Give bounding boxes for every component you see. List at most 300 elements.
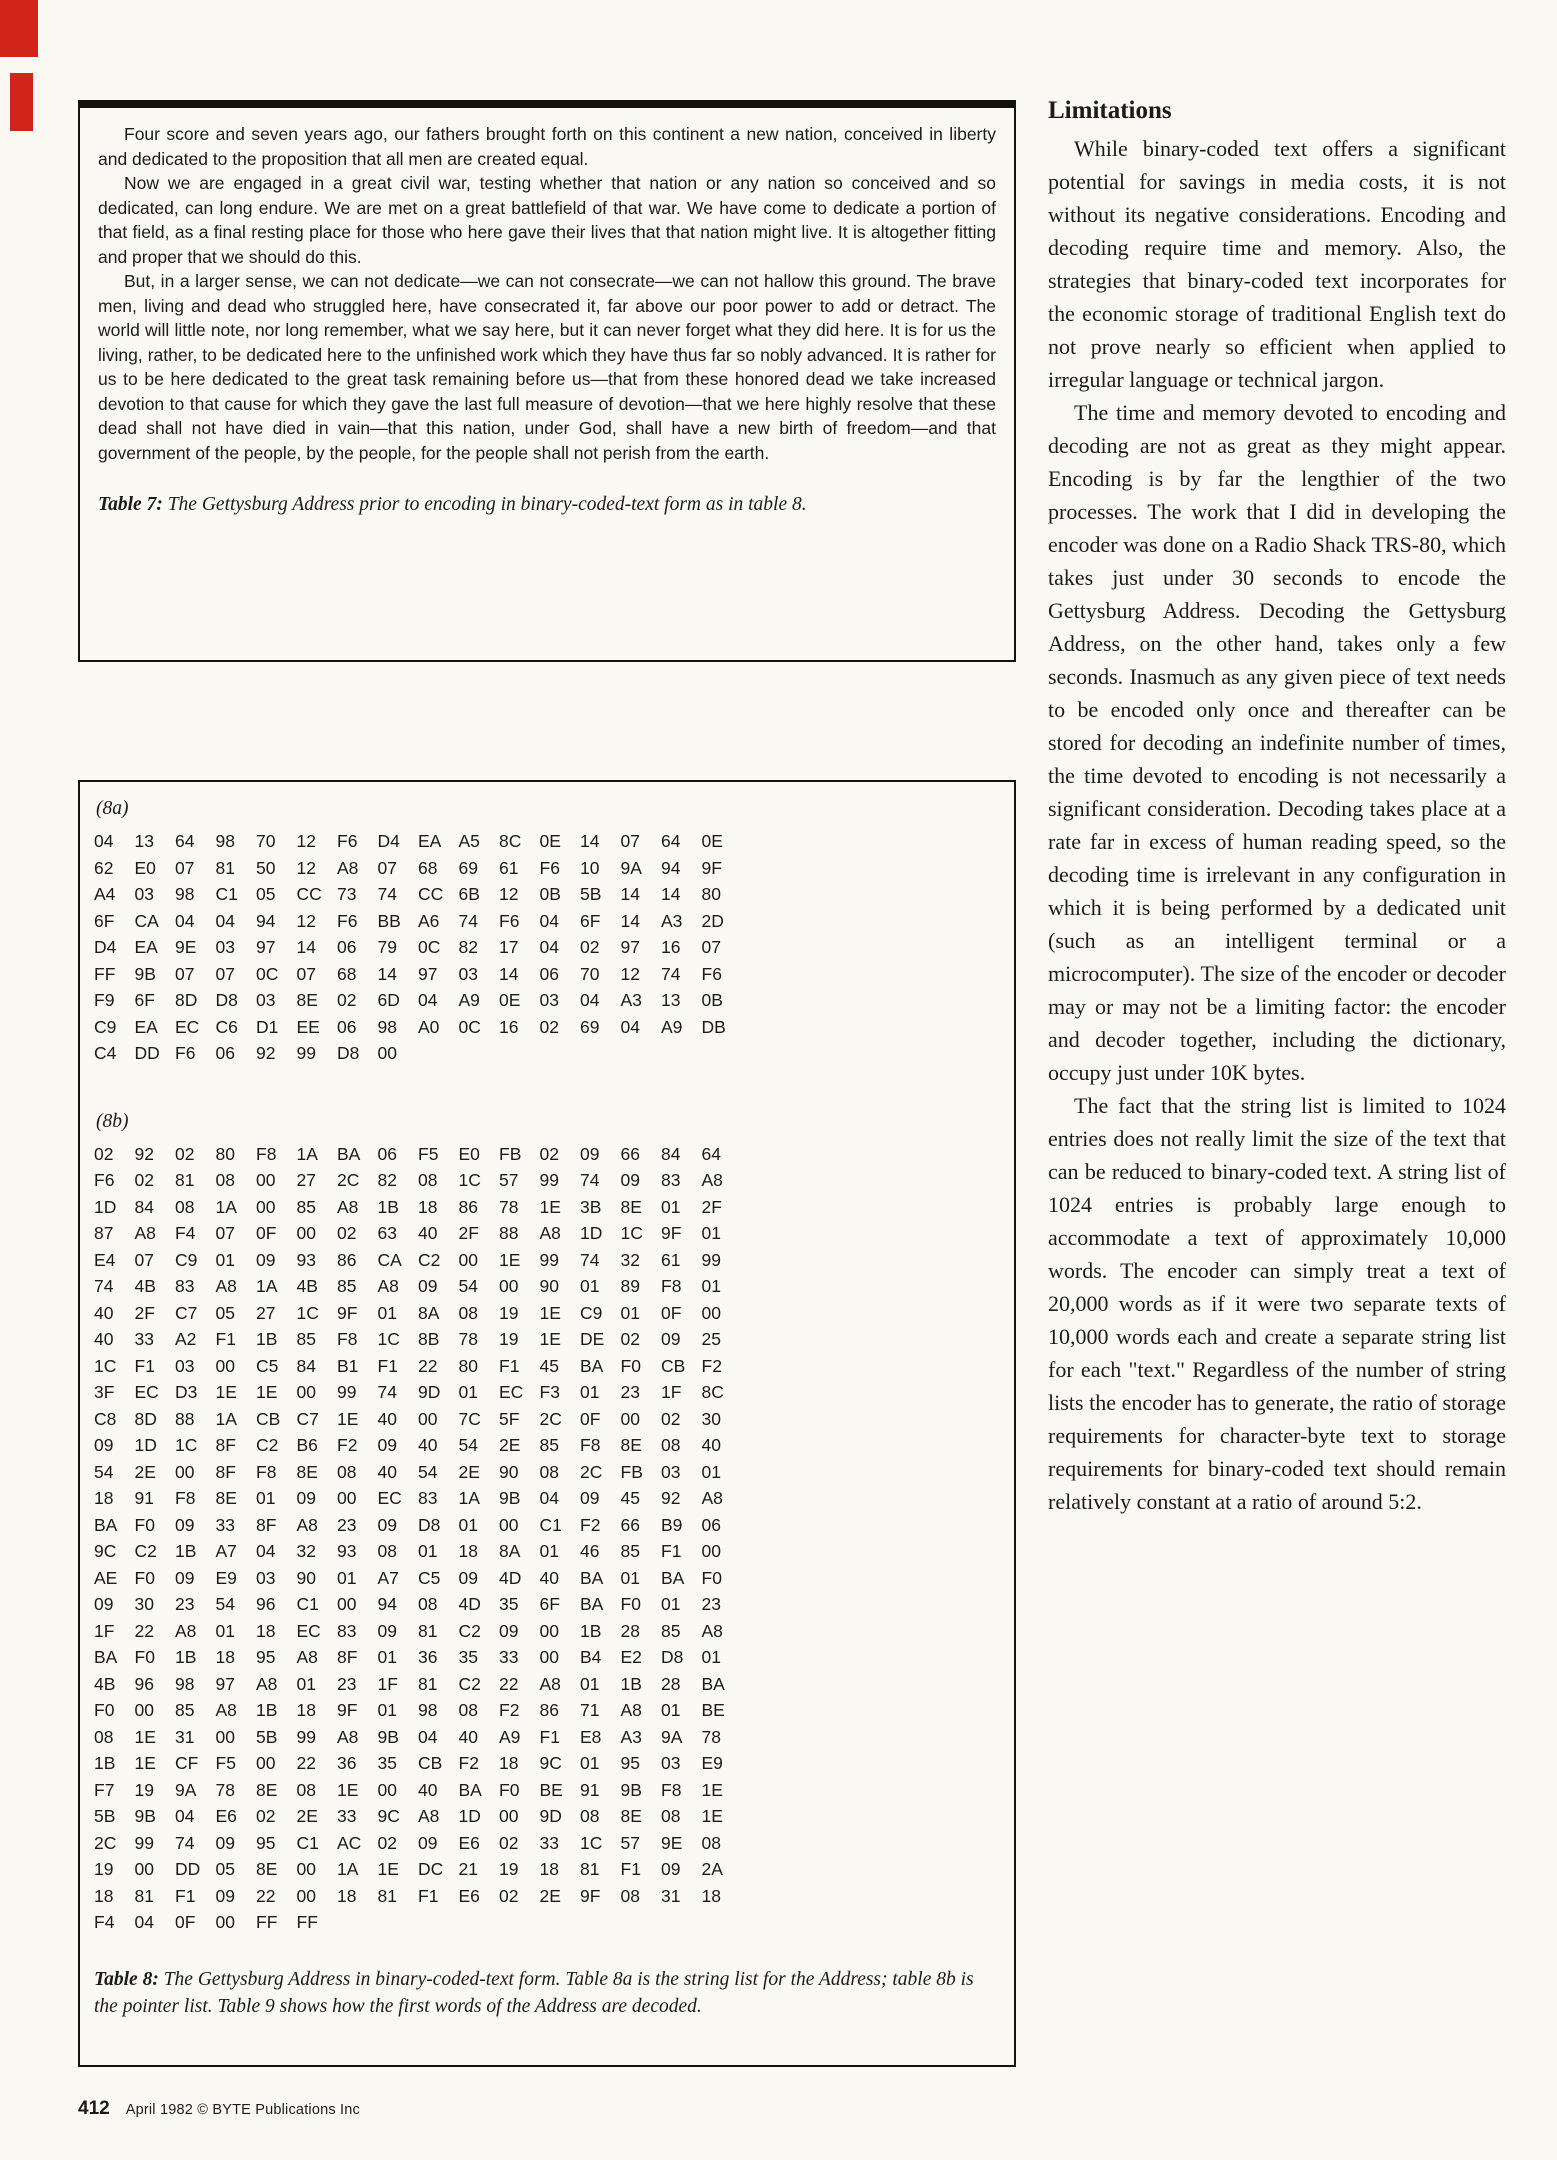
hex-byte: 1B (256, 1329, 278, 1349)
hex-byte: 0B (701, 990, 723, 1010)
hex-byte: 1B (175, 1647, 197, 1667)
hex-byte: 02 (134, 1170, 154, 1190)
hex-byte: 1B (377, 1196, 399, 1217)
hex-byte: 01 (458, 1382, 478, 1402)
hex-byte: 5F (499, 1408, 520, 1429)
hex-byte: A8 (175, 1620, 197, 1641)
hex-byte: 8E (296, 1461, 318, 1482)
hex-byte: 25 (701, 1329, 721, 1349)
hex-byte: 8D (134, 1408, 157, 1429)
hex-byte: 08 (296, 1779, 316, 1800)
hex-byte: 09 (94, 1435, 114, 1455)
hex-byte: 54 (458, 1435, 478, 1455)
hex-byte: 74 (175, 1832, 195, 1853)
hex-byte: 9B (499, 1488, 521, 1508)
table8a-hex-grid (94, 828, 996, 1067)
hex-byte: EA (418, 831, 442, 851)
hex-byte: 18 (458, 1541, 478, 1561)
hex-byte: D4 (377, 831, 400, 851)
hex-byte: 09 (296, 1488, 316, 1508)
hex-byte: 1A (458, 1488, 480, 1508)
hex-byte: 90 (499, 1461, 519, 1482)
hex-byte: 4B (94, 1673, 116, 1694)
hex-byte: 40 (539, 1567, 559, 1588)
hex-byte: 98 (175, 884, 195, 904)
hex-byte: F8 (256, 1143, 277, 1164)
hex-byte: BB (377, 910, 401, 931)
hex-byte: F0 (620, 1594, 641, 1614)
hex-byte: 74 (580, 1170, 600, 1190)
hex-byte: 9F (337, 1302, 358, 1323)
hex-byte: 23 (337, 1514, 357, 1535)
hex-byte: 4D (458, 1594, 481, 1614)
hex-byte: 97 (418, 963, 438, 984)
hex-byte: 18 (539, 1859, 559, 1879)
hex-byte: 9A (175, 1779, 197, 1800)
hex-byte: DD (175, 1859, 201, 1879)
hex-byte: 46 (580, 1541, 600, 1561)
hex-byte: 07 (134, 1249, 154, 1270)
paragraph: The time and memory devoted to encoding and decoding are not as great as they might appear. Encoding is by far the lengthier of the two processes. The work that I did in developing the encoder was done on a Radio Shack TRS-80, which takes just under 30 seconds to encode the Gettysburg Address. Decoding the Gettysburg Address, on the other hand, takes only a few seconds. Inasmuch as any given piece of text needs to be encoded only once and thereafter can be stored for decoding an indefinite number of times, the time devoted to encoding is not necessarily a significant consideration. Decoding takes place at a rate far in excess of human reading speed, so the decoding time is irrelevant in any configuration in which it is being performed by a dedicated unit (such as an intelligent terminal or a microcomputer). The size of the encoder or decoder may or may not be a limiting factor: the encoder and decoder together, including the dictionary, occupy just under 10K bytes. (1048, 400, 1506, 1085)
hex-byte: 8E (256, 1859, 278, 1879)
hex-byte: 1C (94, 1355, 117, 1376)
hex-byte: 02 (499, 1832, 519, 1853)
hex-byte: 19 (499, 1302, 519, 1323)
hex-byte: 33 (215, 1514, 235, 1535)
hex-byte: C6 (215, 1016, 238, 1037)
hex-byte: 04 (256, 1541, 276, 1561)
hex-byte: 35 (458, 1647, 478, 1667)
hex-byte: 1C (175, 1435, 198, 1455)
hex-byte: 35 (499, 1594, 519, 1614)
hex-byte: F1 (134, 1355, 155, 1376)
hex-byte: 22 (296, 1753, 316, 1773)
hex-byte: 6F (94, 910, 115, 931)
hex-byte: BA (94, 1647, 118, 1667)
hex-byte: 33 (337, 1806, 357, 1826)
hex-byte: 94 (661, 857, 681, 878)
hex-byte: 2A (701, 1859, 723, 1879)
hex-byte: 83 (418, 1488, 438, 1508)
hex-row (94, 1326, 996, 1353)
hex-byte: 01 (580, 1673, 600, 1694)
hex-byte: 80 (701, 884, 721, 904)
hex-byte: 08 (539, 1461, 559, 1482)
hex-byte: C2 (458, 1673, 481, 1694)
hex-byte: 1A (215, 1408, 237, 1429)
hex-byte: 00 (701, 1541, 721, 1561)
hex-byte: 02 (94, 1143, 114, 1164)
hex-byte: 94 (256, 910, 276, 931)
hex-byte: 97 (620, 937, 640, 957)
hex-byte: 74 (377, 1382, 397, 1402)
hex-byte: EE (296, 1016, 320, 1037)
table8-caption (94, 1966, 996, 2020)
hex-byte: 85 (337, 1276, 357, 1296)
hex-byte: 88 (499, 1223, 519, 1243)
hex-byte: F1 (661, 1541, 682, 1561)
hex-byte: 97 (256, 937, 276, 957)
hex-byte: 99 (134, 1832, 154, 1853)
hex-byte: 85 (296, 1196, 316, 1217)
hex-byte: 98 (377, 1016, 397, 1037)
hex-byte: 2F (701, 1196, 722, 1217)
hex-byte: E4 (94, 1249, 116, 1270)
hex-byte: 1A (296, 1143, 318, 1164)
hex-byte: 31 (661, 1885, 681, 1906)
hex-byte: 04 (175, 910, 195, 931)
hex-byte: 02 (539, 1143, 559, 1164)
hex-byte: 98 (418, 1700, 438, 1720)
hex-byte: 30 (701, 1408, 721, 1429)
hex-byte: 1A (256, 1276, 278, 1296)
hex-byte: 03 (175, 1355, 195, 1376)
hex-byte: CA (134, 910, 159, 931)
hex-byte: 18 (499, 1753, 519, 1773)
hex-byte: 19 (94, 1859, 114, 1879)
hex-byte: EC (499, 1382, 524, 1402)
hex-byte: 80 (215, 1143, 235, 1164)
hex-byte: 00 (337, 1594, 357, 1614)
hex-row (94, 1697, 996, 1724)
hex-byte: 8C (701, 1382, 724, 1402)
hex-byte: F1 (620, 1859, 641, 1879)
table8a-label: (8a) (96, 798, 129, 819)
hex-byte: F2 (337, 1435, 358, 1455)
hex-byte: 2C (337, 1170, 360, 1190)
hex-byte: 19 (499, 1859, 519, 1879)
hex-byte: F8 (175, 1488, 196, 1508)
hex-byte: 01 (701, 1647, 721, 1667)
hex-byte: 84 (296, 1355, 316, 1376)
hex-byte: 31 (175, 1726, 195, 1747)
hex-byte: 1E (377, 1859, 399, 1879)
hex-byte: 18 (215, 1647, 235, 1667)
hex-byte: 27 (256, 1302, 276, 1323)
hex-byte: 94 (377, 1594, 397, 1614)
hex-byte: 74 (458, 910, 478, 931)
hex-byte: E6 (215, 1806, 237, 1826)
hex-byte: 1A (215, 1196, 237, 1217)
hex-byte: EC (134, 1382, 159, 1402)
hex-byte: F1 (175, 1885, 196, 1906)
hex-byte: 04 (134, 1912, 154, 1932)
hex-byte: 02 (337, 1223, 357, 1243)
hex-byte: 85 (175, 1700, 195, 1720)
hex-row (94, 1273, 996, 1300)
hex-byte: 8B (418, 1329, 440, 1349)
hex-byte: 01 (661, 1196, 681, 1217)
hex-byte: 91 (580, 1779, 600, 1800)
hex-byte: 05 (256, 884, 276, 904)
hex-byte: 92 (256, 1043, 276, 1063)
hex-byte: 45 (620, 1488, 640, 1508)
hex-row (94, 1512, 996, 1539)
hex-byte: 08 (175, 1196, 195, 1217)
hex-byte: F0 (701, 1567, 722, 1588)
hex-byte: C9 (175, 1249, 198, 1270)
hex-byte: 54 (418, 1461, 438, 1482)
hex-byte: B6 (296, 1435, 318, 1455)
hex-byte: 9B (377, 1726, 399, 1747)
hex-byte: CB (256, 1408, 281, 1429)
hex-byte: D3 (175, 1382, 198, 1402)
hex-byte: 09 (620, 1170, 640, 1190)
hex-byte: 7C (458, 1408, 481, 1429)
hex-byte: 28 (620, 1620, 640, 1641)
hex-byte: 85 (661, 1620, 681, 1641)
hex-byte: EA (134, 1016, 158, 1037)
hex-byte: FF (256, 1912, 278, 1932)
hex-row (94, 987, 996, 1014)
hex-byte: 03 (661, 1753, 681, 1773)
hex-byte: EA (134, 937, 158, 957)
hex-byte: F7 (94, 1779, 115, 1800)
hex-byte: 04 (539, 937, 559, 957)
hex-byte: F1 (377, 1355, 398, 1376)
hex-byte: 40 (94, 1329, 114, 1349)
hex-byte: 13 (661, 990, 681, 1010)
hex-byte: 08 (418, 1594, 438, 1614)
hex-byte: 09 (580, 1143, 600, 1164)
hex-byte: F0 (134, 1567, 155, 1588)
hex-byte: 95 (620, 1753, 640, 1773)
hex-byte: 23 (620, 1382, 640, 1402)
hex-byte: 81 (134, 1885, 154, 1906)
hex-byte: 2E (134, 1461, 156, 1482)
hex-byte: 07 (215, 1223, 235, 1243)
registration-mark (10, 73, 33, 131)
hex-byte: F1 (499, 1355, 520, 1376)
hex-byte: 09 (377, 1435, 397, 1455)
hex-byte: 9C (377, 1806, 400, 1826)
hex-byte: 00 (499, 1806, 519, 1826)
hex-byte: 23 (175, 1594, 195, 1614)
hex-byte: BE (539, 1779, 563, 1800)
limitations-heading: Limitations (1048, 97, 1172, 124)
hex-byte: 95 (256, 1832, 276, 1853)
hex-byte: 1C (458, 1170, 481, 1190)
hex-row (94, 1671, 996, 1698)
hex-byte: 19 (499, 1329, 519, 1349)
hex-byte: 00 (296, 1223, 316, 1243)
hex-byte: 1E (337, 1408, 359, 1429)
hex-row (94, 1014, 996, 1041)
hex-byte: 00 (256, 1170, 276, 1190)
hex-byte: 66 (620, 1514, 640, 1535)
hex-byte: C8 (94, 1408, 117, 1429)
hex-byte: 01 (701, 1223, 721, 1243)
hex-byte: AE (94, 1567, 118, 1588)
hex-byte: 00 (620, 1408, 640, 1429)
hex-byte: F4 (94, 1912, 115, 1932)
hex-byte: 06 (215, 1043, 235, 1063)
hex-byte: 99 (539, 1170, 559, 1190)
hex-byte: 97 (215, 1673, 235, 1694)
hex-row (94, 1406, 996, 1433)
hex-byte: 07 (175, 857, 195, 878)
hex-byte: 03 (539, 990, 559, 1010)
hex-byte: 09 (256, 1249, 276, 1270)
hex-byte: 99 (539, 1249, 559, 1270)
hex-byte: 18 (256, 1620, 276, 1641)
hex-byte: 1F (377, 1673, 398, 1694)
hex-byte: 08 (661, 1806, 681, 1826)
page-footer (78, 2098, 360, 2120)
hex-byte: 03 (256, 990, 276, 1010)
hex-byte: 1D (94, 1196, 117, 1217)
hex-byte: EC (175, 1016, 200, 1037)
hex-byte: 3F (94, 1382, 115, 1402)
hex-byte: 40 (701, 1435, 721, 1455)
hex-byte: 79 (377, 937, 397, 957)
hex-byte: C5 (256, 1355, 279, 1376)
hex-byte: 95 (256, 1647, 276, 1667)
hex-byte: 00 (539, 1647, 559, 1667)
hex-byte: 84 (134, 1196, 154, 1217)
hex-byte: 09 (94, 1594, 114, 1614)
hex-byte: 1B (94, 1753, 116, 1773)
hex-byte: 08 (337, 1461, 357, 1482)
hex-byte: 9E (175, 937, 197, 957)
hex-byte: CC (296, 884, 322, 904)
hex-byte: B1 (337, 1355, 359, 1376)
hex-byte: 1E (337, 1779, 359, 1800)
paragraph: But, in a larger sense, we can not dedicate—we can not consecrate—we can not hallow this ground. The brave men, living and dead who struggled here, have consecrated it, far above our poor power to add or detract. The world will little note, nor long remember, what we say here, but it can never forget what they did here. It is for us the living, rather, to be dedicated here to the unfinished work which they have thus far so nobly advanced. It is rather for us to be here dedicated to the great task remaining before us—that from these honored dead we take increased devotion to that cause for which they gave the last full measure of devotion—that we here highly resolve that these dead shall not have died in vain—that this nation, under God, shall have a new birth of freedom—and that government of the people, by the people, for the people shall not perish from the earth. (98, 271, 996, 463)
hex-byte: 81 (377, 1885, 397, 1906)
hex-byte: CB (418, 1753, 443, 1773)
hex-row (94, 1883, 996, 1910)
hex-row (94, 1485, 996, 1512)
hex-byte: 1A (337, 1859, 359, 1879)
hex-byte: 40 (418, 1779, 438, 1800)
hex-byte: 2F (458, 1223, 479, 1243)
hex-byte: 21 (458, 1859, 478, 1879)
hex-byte: 01 (580, 1382, 600, 1402)
hex-byte: A8 (418, 1806, 440, 1826)
hex-byte: F1 (539, 1726, 560, 1747)
hex-byte: 01 (701, 1276, 721, 1296)
hex-byte: 30 (134, 1594, 154, 1614)
hex-byte: C1 (296, 1594, 319, 1614)
hex-byte: C1 (539, 1514, 562, 1535)
hex-byte: 8E (215, 1488, 237, 1508)
hex-byte: 04 (175, 1806, 195, 1826)
hex-byte: 12 (499, 884, 519, 904)
hex-byte: 8E (256, 1779, 278, 1800)
hex-byte: 09 (215, 1832, 235, 1853)
table8-caption-label: Table 8: (94, 1968, 159, 1990)
hex-row (94, 1618, 996, 1645)
hex-byte: 12 (296, 831, 316, 851)
hex-row (94, 1909, 996, 1936)
hex-byte: 78 (215, 1779, 235, 1800)
hex-byte: 19 (134, 1779, 154, 1800)
hex-byte: 54 (215, 1594, 235, 1614)
hex-byte: 4D (499, 1567, 522, 1588)
hex-byte: 09 (377, 1514, 397, 1535)
hex-byte: 00 (134, 1700, 154, 1720)
hex-byte: BA (580, 1355, 604, 1376)
hex-byte: B4 (580, 1647, 602, 1667)
hex-byte: 02 (337, 990, 357, 1010)
hex-byte: 09 (215, 1885, 235, 1906)
hex-byte: 01 (215, 1249, 235, 1270)
hex-byte: 80 (458, 1355, 478, 1376)
hex-byte: A8 (296, 1647, 318, 1667)
hex-byte: F8 (337, 1329, 358, 1349)
hex-row (94, 1432, 996, 1459)
table8b-hex-grid (94, 1141, 996, 1936)
hex-byte: E8 (580, 1726, 602, 1747)
hex-byte: 1E (256, 1382, 278, 1402)
hex-byte: A8 (539, 1223, 561, 1243)
hex-byte: 07 (620, 831, 640, 851)
hex-byte: 1B (175, 1541, 197, 1561)
hex-byte: BA (580, 1567, 604, 1588)
hex-byte: 09 (661, 1329, 681, 1349)
hex-byte: 00 (175, 1461, 195, 1482)
hex-byte: F0 (134, 1647, 155, 1667)
hex-byte: 74 (377, 884, 397, 904)
hex-byte: 96 (256, 1594, 276, 1614)
hex-byte: 68 (337, 963, 357, 984)
hex-byte: 0F (580, 1408, 601, 1429)
hex-byte: 9B (134, 963, 156, 984)
hex-byte: 81 (418, 1620, 438, 1641)
hex-byte: 45 (539, 1355, 559, 1376)
hex-byte: A8 (134, 1223, 156, 1243)
hex-byte: 9D (418, 1382, 441, 1402)
hex-byte: 06 (337, 937, 357, 957)
hex-byte: 08 (661, 1435, 681, 1455)
hex-byte: 1F (94, 1620, 115, 1641)
hex-byte: A4 (94, 884, 116, 904)
hex-byte: 16 (661, 937, 681, 957)
hex-byte: 8E (620, 1196, 642, 1217)
hex-byte: 85 (620, 1541, 640, 1561)
hex-byte: 06 (701, 1514, 721, 1535)
hex-byte: F2 (458, 1753, 479, 1773)
hex-byte: 01 (620, 1302, 640, 1323)
hex-byte: 70 (580, 963, 600, 984)
hex-byte: 3B (580, 1196, 602, 1217)
hex-row (94, 1220, 996, 1247)
hex-byte: 9B (620, 1779, 642, 1800)
hex-byte: 40 (377, 1461, 397, 1482)
hex-byte: 1D (134, 1435, 157, 1455)
hex-byte: 0F (661, 1302, 682, 1323)
hex-byte: 14 (580, 831, 600, 851)
publication-credit: April 1982 © BYTE Publications Inc (125, 2102, 360, 2118)
hex-byte: 66 (620, 1143, 640, 1164)
hex-byte: 04 (539, 1488, 559, 1508)
hex-byte: 9E (661, 1832, 683, 1853)
hex-byte: 18 (94, 1885, 114, 1906)
hex-byte: 9C (94, 1541, 117, 1561)
hex-byte: 64 (701, 1143, 721, 1164)
hex-byte: 8F (256, 1514, 277, 1535)
hex-row (94, 828, 996, 855)
hex-byte: A8 (337, 1726, 359, 1747)
hex-byte: A8 (337, 1196, 359, 1217)
hex-byte: F6 (337, 910, 358, 931)
hex-byte: 62 (94, 857, 114, 878)
hex-byte: 04 (215, 910, 235, 931)
hex-byte: 1D (458, 1806, 481, 1826)
hex-byte: 01 (620, 1567, 640, 1588)
table7-caption-label: Table 7: (98, 494, 163, 515)
